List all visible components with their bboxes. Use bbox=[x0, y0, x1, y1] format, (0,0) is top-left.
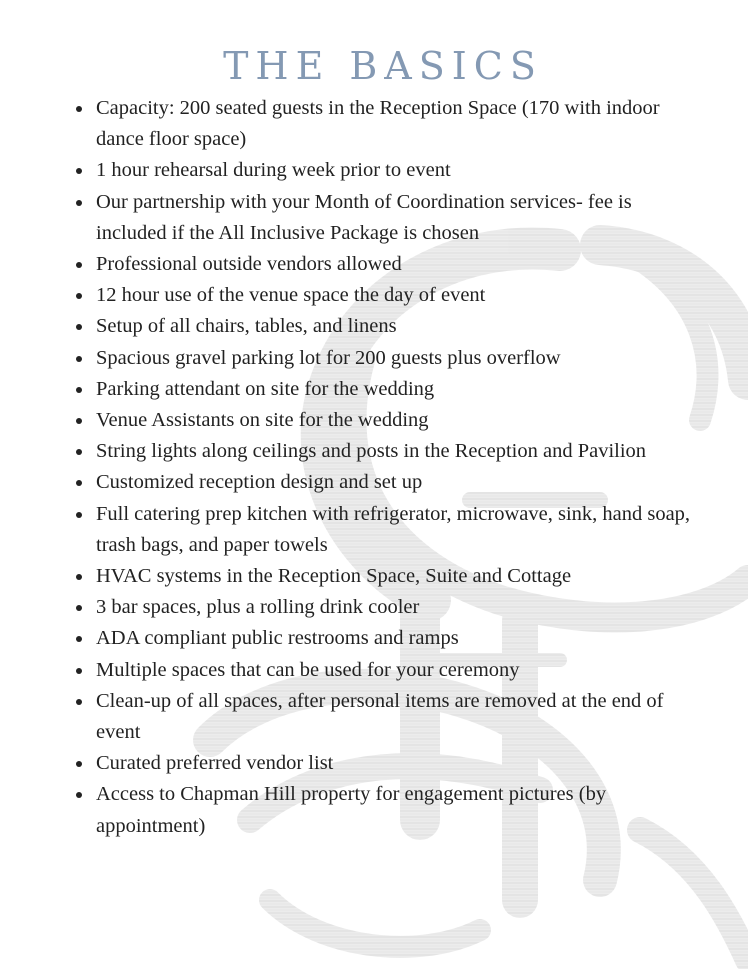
bullet-icon bbox=[76, 200, 82, 206]
list-item-text: Our partnership with your Month of Coordination services- fee is included if the All Inclusive Package is chosen bbox=[96, 190, 632, 244]
list-item bbox=[96, 499, 696, 561]
list-item-text: Access to Chapman Hill property for engagement pictures (by appointment) bbox=[96, 783, 607, 837]
list-item bbox=[96, 187, 696, 249]
list-item bbox=[96, 686, 696, 748]
bullet-icon bbox=[76, 418, 82, 424]
list-item-text: 3 bar spaces, plus a rolling drink cooler bbox=[96, 596, 420, 619]
list-item bbox=[96, 249, 696, 280]
list-item bbox=[96, 561, 696, 592]
list-item bbox=[96, 280, 696, 311]
list-item-text: Parking attendant on site for the wedding bbox=[96, 377, 435, 400]
list-item bbox=[96, 592, 696, 623]
list-item-text: Customized reception design and set up bbox=[96, 471, 423, 494]
list-item bbox=[96, 779, 696, 841]
list-item-text: Multiple spaces that can be used for your ceremony bbox=[96, 658, 520, 681]
bullet-icon bbox=[76, 387, 82, 393]
list-item-text: 1 hour rehearsal during week prior to event bbox=[96, 159, 451, 182]
list-item-text: Curated preferred vendor list bbox=[96, 752, 334, 775]
list-item-text: HVAC systems in the Reception Space, Suite and Cottage bbox=[96, 565, 572, 588]
bullet-icon bbox=[76, 106, 82, 112]
list-item-text: String lights along ceilings and posts in the Reception and Pavilion bbox=[96, 440, 647, 463]
list-item-text: Venue Assistants on site for the wedding bbox=[96, 409, 429, 432]
bullet-icon bbox=[76, 668, 82, 674]
list-item-text: Clean-up of all spaces, after personal items are removed at the end of event bbox=[96, 689, 664, 744]
list-item-text: Full catering prep kitchen with refrigerator, microwave, sink, hand soap, trash bags, and paper towels bbox=[96, 502, 691, 556]
list-item bbox=[96, 343, 696, 374]
list-item-text: Setup of all chairs, tables, and linens bbox=[96, 315, 397, 338]
list-item-text: Spacious gravel parking lot for 200 guests plus overflow bbox=[96, 346, 561, 369]
list-item bbox=[96, 655, 696, 686]
list-item bbox=[96, 93, 696, 155]
bullet-icon bbox=[76, 262, 82, 268]
bullet-icon bbox=[76, 574, 82, 580]
page-title: THE BASICS bbox=[223, 44, 543, 88]
list-item bbox=[96, 748, 696, 779]
list-item bbox=[96, 405, 696, 436]
list-item-text: Professional outside vendors allowed bbox=[96, 253, 402, 276]
basics-list bbox=[96, 93, 696, 842]
bullet-icon bbox=[76, 356, 82, 362]
list-item bbox=[96, 374, 696, 405]
list-item bbox=[96, 467, 696, 498]
list-item-text: Capacity: 200 seated guests in the Reception Space (170 with indoor dance floor space) bbox=[96, 97, 660, 151]
list-item bbox=[96, 155, 696, 186]
bullet-icon bbox=[76, 699, 82, 705]
list-item bbox=[96, 311, 696, 342]
bullet-icon bbox=[76, 512, 82, 518]
list-item-text: 12 hour use of the venue space the day of event bbox=[96, 284, 486, 307]
list-item-text: ADA compliant public restrooms and ramps bbox=[96, 627, 459, 650]
list-item bbox=[96, 436, 696, 467]
list-item bbox=[96, 623, 696, 654]
